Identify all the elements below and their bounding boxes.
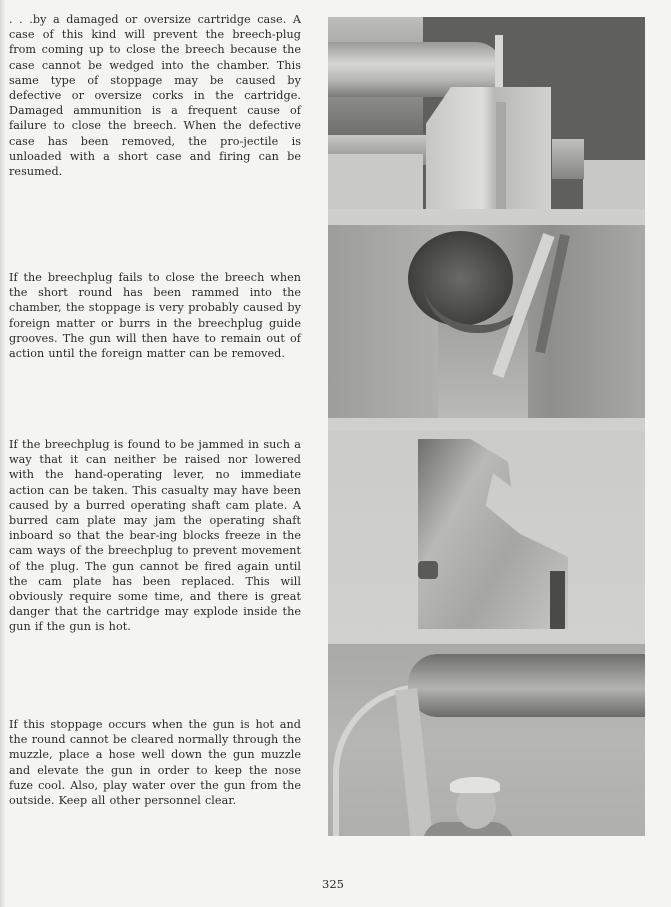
photo-column bbox=[328, 17, 645, 836]
photo-breech-chamber bbox=[328, 225, 645, 418]
paragraph-guide-grooves: If the breechplug fails to close the breech when the short round has been rammed into the chamber, the stoppage is very probably caused by foreign matter or burrs in the breechplug guide grooves. The gun will then have to remain out of action until the foreign matter can be removed. bbox=[9, 271, 301, 361]
paragraph-hot-gun-hose: If this stoppage occurs when the gun is hot and the round cannot be cleared normally through the muzzle, place a hose well down the gun muzzle and elevate the gun in order to keep the nose fuze cool. Also, play water over the gun from the outside. Keep all other personnel clear. bbox=[9, 718, 301, 808]
paragraph-damaged-case: . . .by a damaged or oversize cartridge case. A case of this kind will prevent the breech-plug from coming up to close the breech because the case cannot be wedged into the chamber. This same type of stoppage may be caused by defective or oversize corks in the cartridge. Damaged ammunition is a frequent cause of failure to close the breech. When the defective case has been removed, the pro-jectile is unloaded with a short case and firing can be resumed. bbox=[9, 13, 301, 179]
paragraph-jammed-breechplug: If the breechplug is found to be jammed in such a way that it can neither be raised nor lowered with the hand-operating lever, no immediate action can be taken. This casualty may have been caused by a burred operating shaft cam plate. A burred cam plate may jam the operating shaft inboard so that the bear-ing blocks freeze in the cam ways of the breechplug to prevent movement of the plug. The gun cannot be fired again until the cam plate has been replaced. This will obviously require some time, and there is great danger that the cartridge may explode inside the gun if the gun is hot. bbox=[9, 438, 301, 634]
photo-cam-plate bbox=[328, 431, 645, 641]
photo-damaged-case bbox=[328, 17, 645, 209]
photo-muzzle-hose bbox=[328, 644, 645, 836]
page-number: 325 bbox=[322, 877, 344, 891]
page-edge-shadow bbox=[0, 0, 6, 907]
